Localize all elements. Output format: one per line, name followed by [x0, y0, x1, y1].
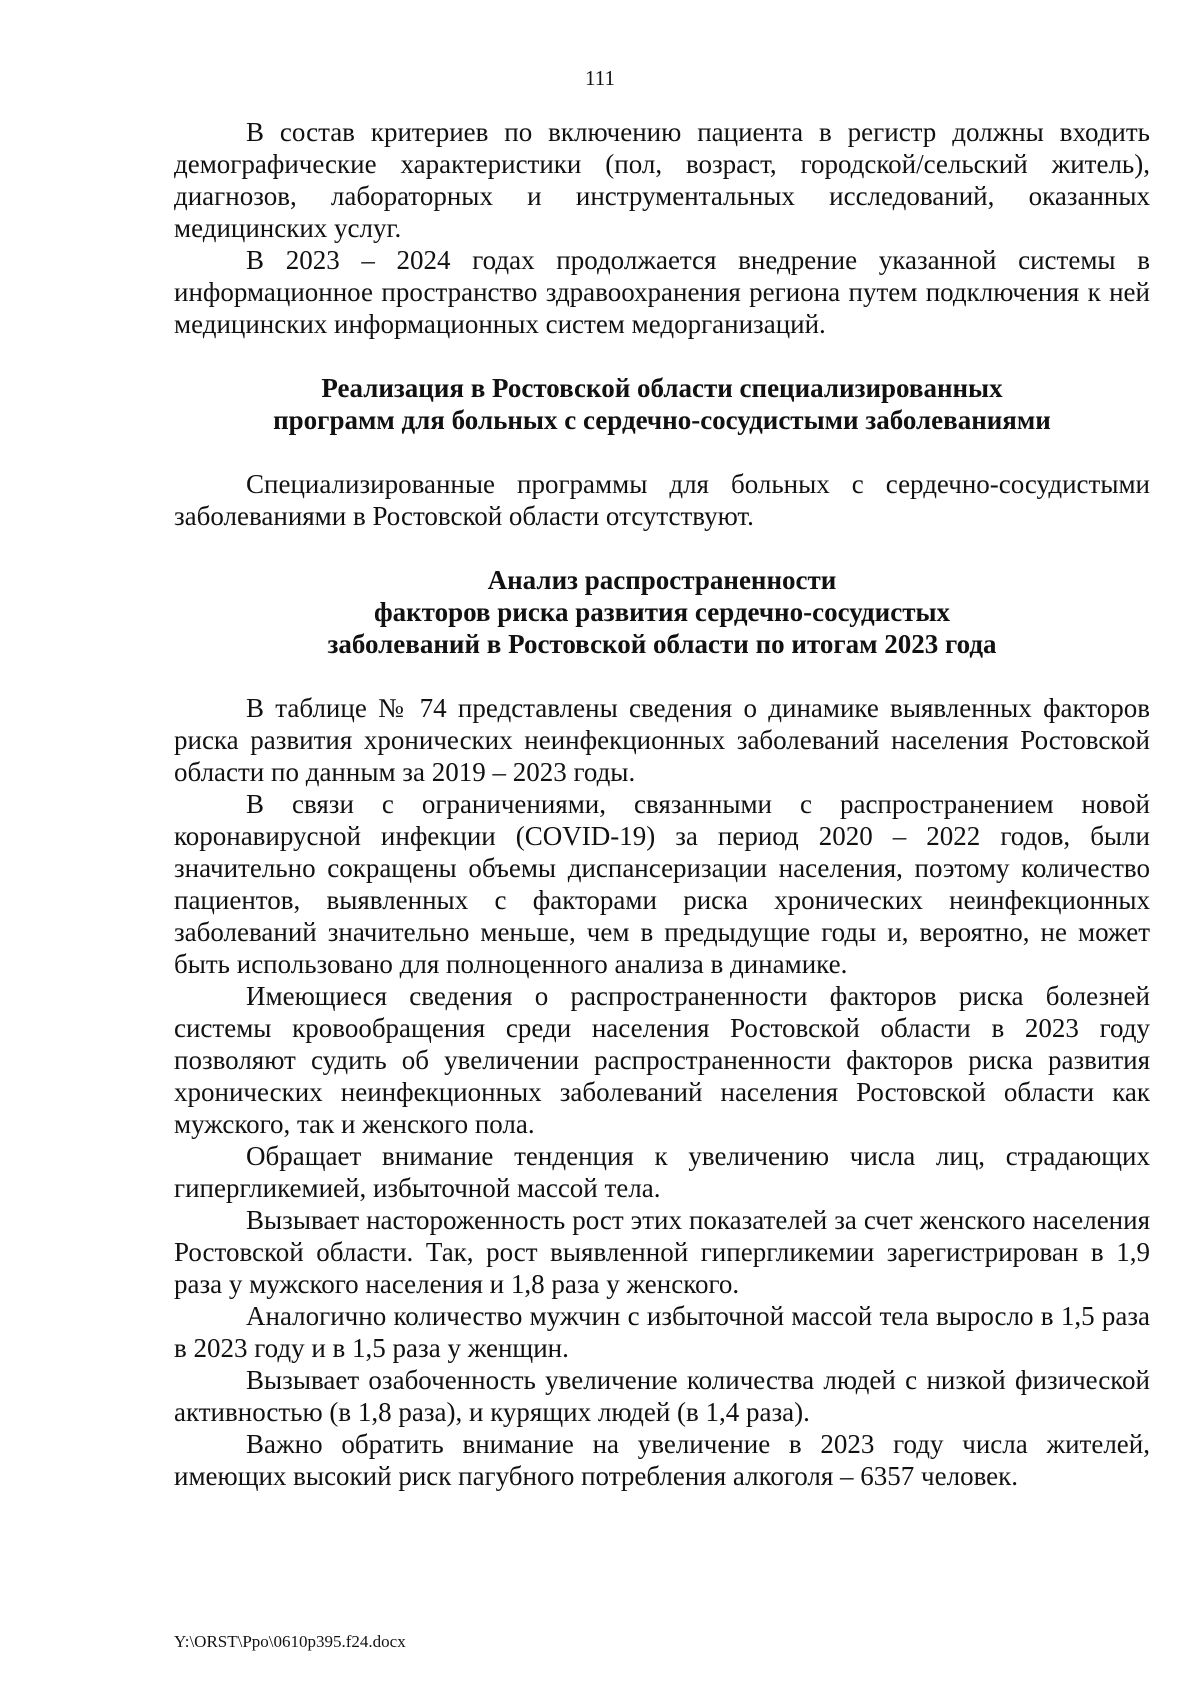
- page-number: 111: [585, 66, 615, 90]
- section-heading-specialized-programs: [174, 372, 1150, 436]
- document-body: [174, 116, 1150, 1492]
- paragraph-registry-criteria: В состав критериев по включению пациента в регистр должны входить демографические характеристики (пол, возраст, городской/сельский житель), диагнозов, лабораторных и инструментальных исследований, оказанных медицинских услуг.: [174, 117, 1150, 243]
- heading-line: заболеваний в Ростовской области по итогам 2023 года: [327, 629, 997, 659]
- section-heading-risk-factor-analysis: [174, 564, 1150, 660]
- paragraph-physical-activity: Вызывает озабоченность увеличение количества людей с низкой физической активностью (в 1,8 раза), и курящих людей (в 1,4 раза).: [174, 1365, 1150, 1427]
- paragraph-covid-restrictions: В связи с ограничениями, связанными с распространением новой коронавирусной инфекции (COVID-19) за период 2020 – 2022 годов, были значительно сокращены объемы диспансеризации населения, поэтому количество пациентов, выявленных с факторами риска хронических неинфекционных заболеваний значительно меньше, чем в предыдущие годы и, вероятно, не может быть использовано для полноценного анализа в динамике.: [174, 789, 1150, 979]
- paragraph-prevalence-2023: Имеющиеся сведения о распространенности факторов риска болезней системы кровообращения среди населения Ростовской области в 2023 году позволяют судить об увеличении распространенности факторов риска развития хронических неинфекционных заболеваний населения Ростовской области как мужского, так и женского пола.: [174, 981, 1150, 1139]
- heading-line: факторов риска развития сердечно-сосудистых: [373, 597, 951, 627]
- paragraph-table-74: В таблице № 74 представлены сведения о динамике выявленных факторов риска развития хронических неинфекционных заболеваний населения Ростовской области по данным за 2019 – 2023 годы.: [174, 693, 1150, 787]
- paragraph-female-growth: Вызывает настороженность рост этих показателей за счет женского населения Ростовской области. Так, рост выявленной гипергликемии зарегистрирован в 1,9 раза у мужского населения и 1,8 раза у женского.: [174, 1205, 1150, 1299]
- paragraph-trend-hyperglycemia: Обращает внимание тенденция к увеличению числа лиц, страдающих гипергликемией, избыточной массой тела.: [174, 1141, 1150, 1203]
- paragraph-programs-absent: Специализированные программы для больных с сердечно-сосудистыми заболеваниями в Ростовской области отсутствуют.: [174, 469, 1150, 531]
- heading-line: Анализ распространенности: [487, 565, 837, 595]
- paragraph-alcohol-risk: Важно обратить внимание на увеличение в 2023 году числа жителей, имеющих высокий риск пагубного потребления алкоголя – 6357 человек.: [174, 1429, 1150, 1491]
- paragraph-system-implementation: В 2023 – 2024 годах продолжается внедрение указанной системы в информационное пространство здравоохранения региона путем подключения к ней медицинских информационных систем медорганизаций.: [174, 245, 1150, 339]
- paragraph-overweight: Аналогично количество мужчин с избыточной массой тела выросло в 1,5 раза в 2023 году и в 1,5 раза у женщин.: [174, 1301, 1150, 1363]
- heading-line: Реализация в Ростовской области специализированных: [321, 373, 1003, 403]
- footer-file-path: Y:\ORST\Ppo\0610p395.f24.docx: [174, 1632, 406, 1651]
- heading-line: программ для больных с сердечно-сосудистыми заболеваниями: [273, 405, 1051, 435]
